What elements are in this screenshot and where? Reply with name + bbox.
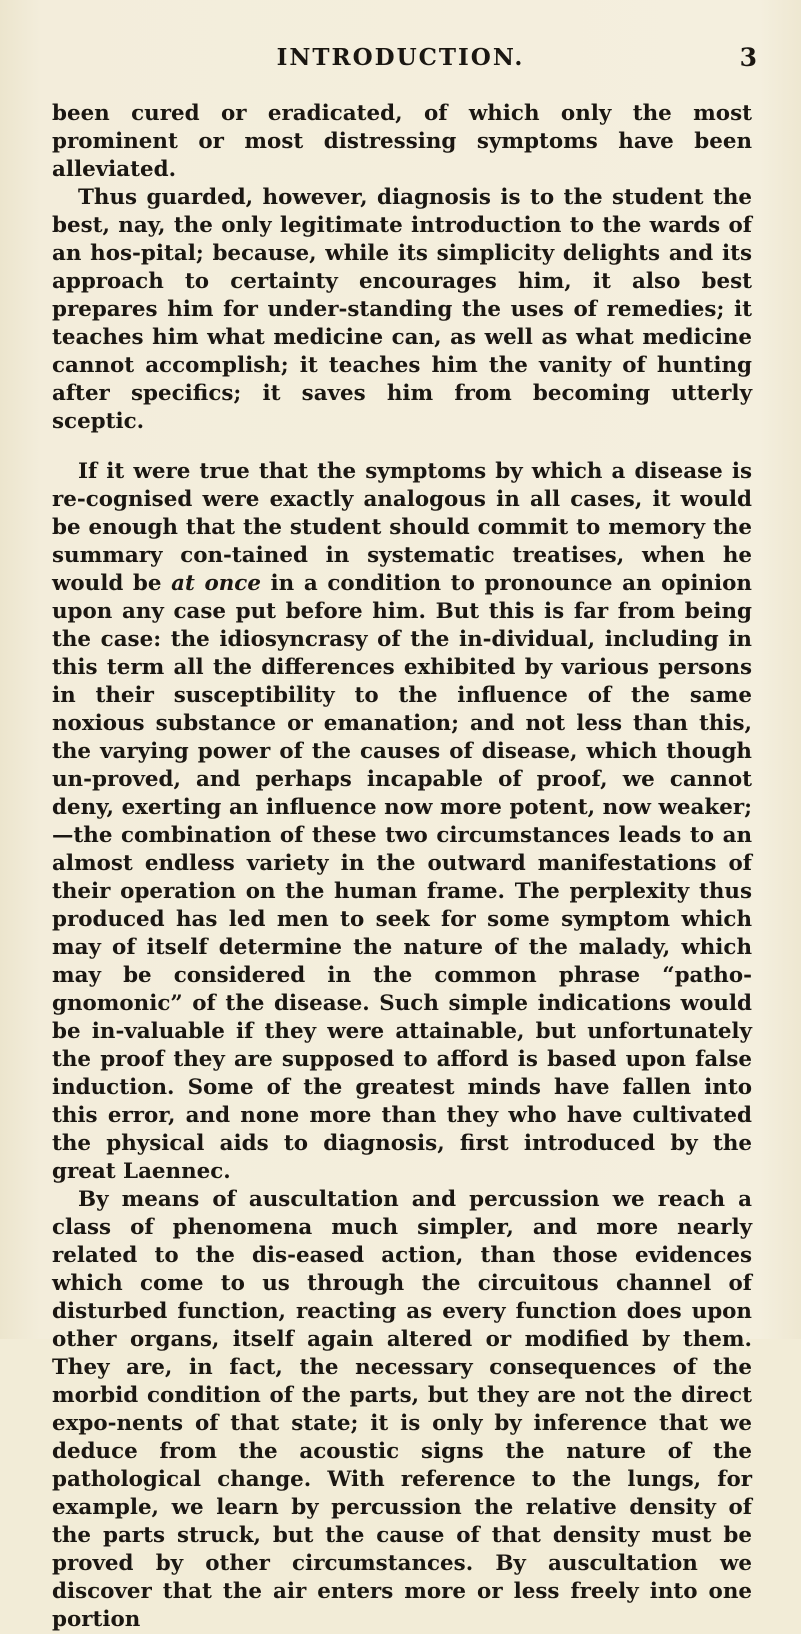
paragraph-symptoms-part-2: in a condition to pronounce an opinion upon any case put before him. But this is far from being the case: the idiosyncrasy of the in-dividual, including in this term all the differences exhibited by various persons in their susceptibility to the influence of the same noxious substance or emanation; and not less than this, the varying power of the causes of disease, which though un-proved, and perhaps incapable of proof, we cannot deny, exerting an influence now more potent, now weaker;—the combination of these two circumstances leads to an almost endless variety in the outward manifestations of their operation on the human frame. The perplexity thus produced has led men to seek for some symptom which may of itself determine the nature of the malady, which may be considered in the common phrase “patho-gnomonic” of the disease. Such simple indications would be in-valuable if they were attainable, but unfortunately the proof they are supposed to afford is based upon false induction. Some of the greatest minds have fallen into this error, and none more than they who have cultivated the physical aids to diagnosis, first introduced by the great Laennec.	[52, 571, 752, 1184]
paragraph-symptoms-part-1: If it were true that the symptoms by which a disease is re-cognised were exactly analogous in all cases, it would be enough that the student should commit to memory the summary con-tained in systematic treatises, when he would be	[52, 459, 752, 596]
paragraph-diagnosis-introduction: Thus guarded, however, diagnosis is to the student the best, nay, the only legitimate introduction to the wards of an hos-pital; because, while its simplicity delights and its approach to certainty encourages him, it also best prepares him for under-standing the uses of remedies; it teaches him what medicine can, as well as what medicine cannot accomplish; it teaches him the vanity of hunting after specifics; it saves him from becoming utterly sceptic.	[52, 185, 752, 434]
body-text	[52, 100, 752, 1634]
paragraph-auscultation: By means of auscultation and percussion we reach a class of phenomena much simpler, and more nearly related to the dis-eased action, than those evidences which come to us through the circuitous channel of disturbed function, reacting as every function does upon other organs, itself again altered or modified by them. They are, in fact, the necessary consequences of the morbid condition of the parts, but they are not the direct expo-nents of that state; it is only by inference that we deduce from the acoustic signs the nature of the pathological change. With reference to the lungs, for example, we learn by percussion the relative density of the parts struck, but the cause of that density must be proved by other circumstances. By auscultation we discover that the air enters more or less freely into one portion	[52, 1187, 752, 1632]
section-gap	[52, 436, 752, 458]
paragraph-continued: been cured or eradicated, of which only the most prominent or most distressing symptoms have been alleviated.	[52, 101, 752, 182]
paragraph-symptoms	[52, 458, 752, 1186]
italic-phrase-at-once: at once	[171, 571, 261, 596]
running-head	[0, 38, 801, 78]
page-number: 3	[739, 43, 757, 72]
running-title: INTRODUCTION.	[276, 44, 525, 71]
